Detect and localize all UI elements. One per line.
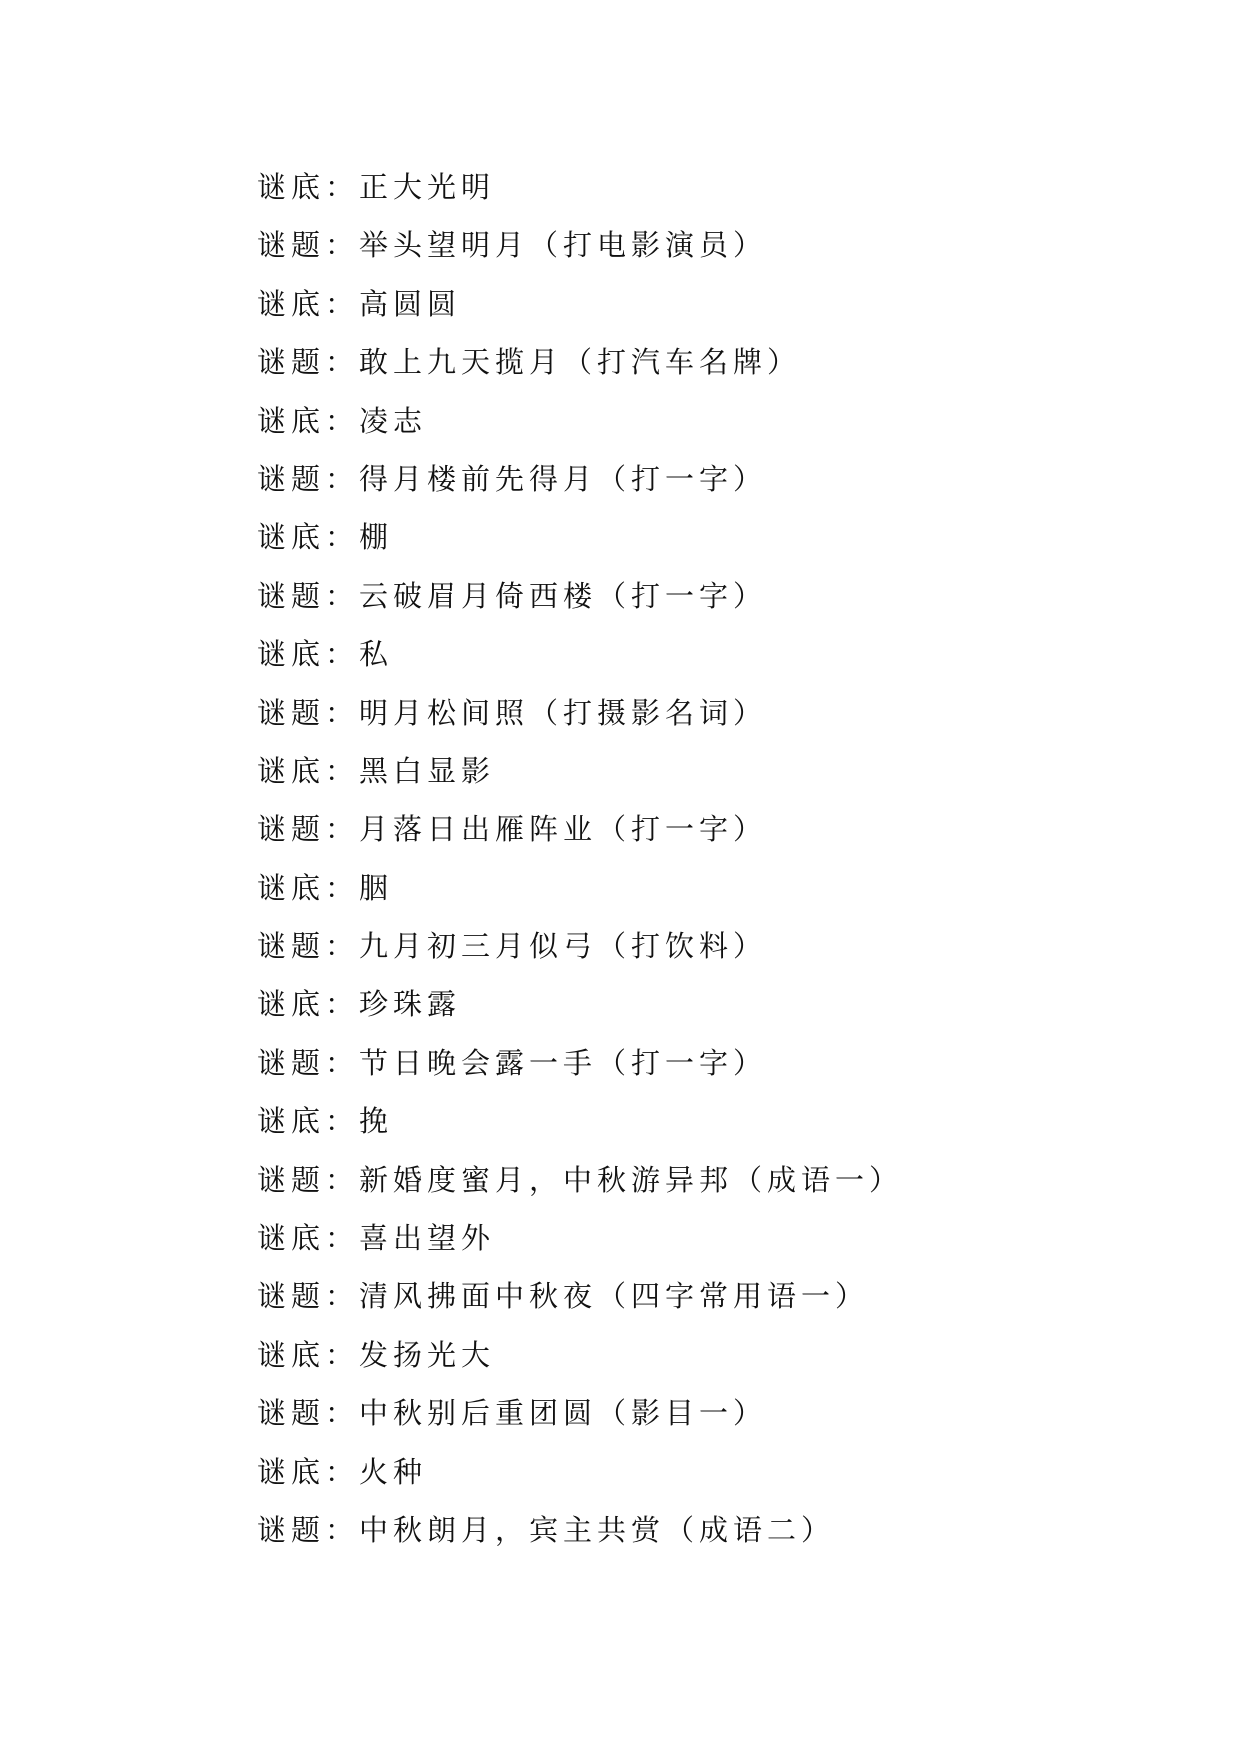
line-label: 谜题 <box>257 1512 326 1547</box>
line-label: 谜底 <box>257 1454 326 1489</box>
line-text: 私 <box>359 637 394 672</box>
line-text: 月落日出雁阵业（打一字） <box>359 812 768 847</box>
line-colon: ： <box>325 637 360 672</box>
line-label: 谜底 <box>257 753 326 788</box>
line-colon: ： <box>325 403 360 438</box>
riddle-question-line <box>257 567 1157 625</box>
line-label: 谜题 <box>257 695 326 730</box>
line-colon: ： <box>325 1221 360 1256</box>
line-text: 棚 <box>359 520 394 555</box>
line-label: 谜题 <box>257 1045 326 1080</box>
line-colon: ： <box>325 1162 360 1197</box>
riddle-answer-line <box>257 1092 1157 1150</box>
line-label: 谜题 <box>257 1162 326 1197</box>
riddle-question-line <box>257 216 1157 274</box>
riddle-answer-line <box>257 1209 1157 1267</box>
line-label: 谜题 <box>257 461 326 496</box>
riddle-answer-line <box>257 508 1157 566</box>
riddle-answer-line <box>257 1443 1157 1501</box>
line-text: 胭 <box>359 870 394 905</box>
riddle-answer-line <box>257 392 1157 450</box>
riddle-question-line <box>257 450 1157 508</box>
riddle-question-line <box>257 1501 1157 1559</box>
line-text: 高圆圆 <box>359 286 462 321</box>
line-colon: ： <box>325 345 360 380</box>
line-label: 谜底 <box>257 520 326 555</box>
line-label: 谜底 <box>257 1104 326 1139</box>
riddle-answer-line <box>257 975 1157 1033</box>
line-text: 发扬光大 <box>359 1337 496 1372</box>
line-colon: ： <box>325 870 360 905</box>
line-label: 谜底 <box>257 170 326 204</box>
line-label: 谜底 <box>257 987 326 1022</box>
line-label: 谜底 <box>257 637 326 672</box>
line-text: 云破眉月倚西楼（打一字） <box>359 578 768 613</box>
line-colon: ： <box>325 1454 360 1489</box>
line-text: 九月初三月似弓（打饮料） <box>359 929 768 964</box>
riddle-answer-line <box>257 158 1157 216</box>
line-label: 谜底 <box>257 286 326 321</box>
line-text: 敢上九天揽月（打汽车名牌） <box>359 345 802 380</box>
line-label: 谜底 <box>257 1337 326 1372</box>
line-colon: ： <box>325 1512 360 1547</box>
line-text: 中秋别后重团圆（影目一） <box>359 1396 768 1431</box>
line-text: 凌志 <box>359 403 428 438</box>
line-text: 得月楼前先得月（打一字） <box>359 461 768 496</box>
line-colon: ： <box>325 929 360 964</box>
riddle-question-line <box>257 1384 1157 1442</box>
riddle-question-line <box>257 333 1157 391</box>
line-colon: ： <box>325 695 360 730</box>
line-label: 谜题 <box>257 929 326 964</box>
line-text: 中秋朗月，宾主共赏（成语二） <box>359 1512 836 1547</box>
riddle-question-line <box>257 684 1157 742</box>
line-text: 清风拂面中秋夜（四字常用语一） <box>359 1279 870 1314</box>
line-label: 谜题 <box>257 228 326 263</box>
line-text: 喜出望外 <box>359 1221 496 1256</box>
riddle-question-line <box>257 1267 1157 1325</box>
line-colon: ： <box>325 228 360 263</box>
line-colon: ： <box>325 1104 360 1139</box>
riddle-question-line <box>257 1034 1157 1092</box>
line-text: 黑白显影 <box>359 753 496 788</box>
line-text: 节日晚会露一手（打一字） <box>359 1045 768 1080</box>
line-label: 谜底 <box>257 870 326 905</box>
line-text: 火种 <box>359 1454 428 1489</box>
line-colon: ： <box>325 520 360 555</box>
riddle-question-line <box>257 800 1157 858</box>
line-label: 谜题 <box>257 812 326 847</box>
line-colon: ： <box>325 286 360 321</box>
line-label: 谜底 <box>257 1221 326 1256</box>
line-text: 新婚度蜜月，中秋游异邦（成语一） <box>359 1162 904 1197</box>
line-colon: ： <box>325 578 360 613</box>
line-text: 举头望明月（打电影演员） <box>359 228 768 263</box>
line-text: 挽 <box>359 1104 394 1139</box>
line-colon: ： <box>325 1396 360 1431</box>
riddle-answer-line <box>257 275 1157 333</box>
line-label: 谜底 <box>257 403 326 438</box>
line-colon: ： <box>325 987 360 1022</box>
line-label: 谜题 <box>257 1396 326 1431</box>
riddle-answer-line <box>257 1326 1157 1384</box>
line-colon: ： <box>325 170 360 204</box>
riddle-answer-line <box>257 859 1157 917</box>
line-colon: ： <box>325 461 360 496</box>
line-text: 珍珠露 <box>359 987 462 1022</box>
line-label: 谜题 <box>257 345 326 380</box>
line-colon: ： <box>325 753 360 788</box>
riddle-question-line <box>257 917 1157 975</box>
riddle-list <box>257 158 1157 1559</box>
line-colon: ： <box>325 1337 360 1372</box>
line-colon: ： <box>325 1279 360 1314</box>
line-text: 明月松间照（打摄影名词） <box>359 695 768 730</box>
line-label: 谜题 <box>257 578 326 613</box>
riddle-question-line <box>257 1151 1157 1209</box>
line-label: 谜题 <box>257 1279 326 1314</box>
line-colon: ： <box>325 812 360 847</box>
riddle-answer-line <box>257 625 1157 683</box>
line-text: 正大光明 <box>359 170 496 204</box>
line-colon: ： <box>325 1045 360 1080</box>
riddle-answer-line <box>257 742 1157 800</box>
